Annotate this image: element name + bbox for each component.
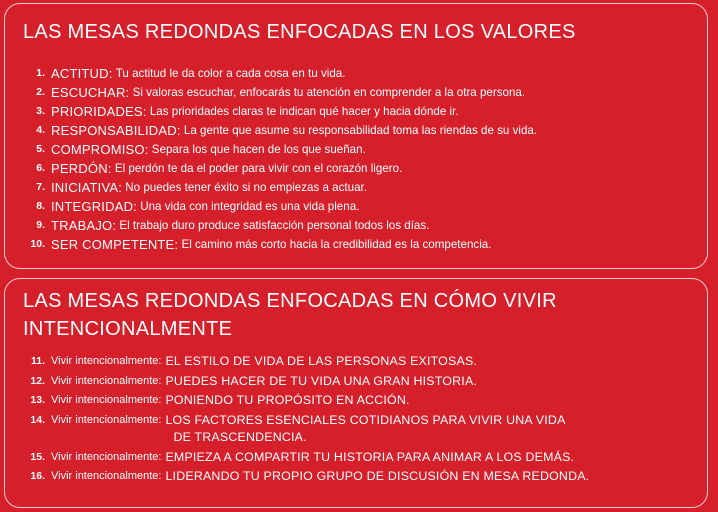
item-number: 16.	[30, 470, 45, 482]
item-number: 13.	[30, 394, 45, 406]
item-text: No puedes tener éxito si no empiezas a actuar.	[125, 181, 367, 194]
item-text: Si valoras escuchar, enfocarás tu atención en comprender a la otra persona.	[132, 86, 526, 99]
item-number: 3.	[36, 105, 45, 117]
item-number: 6.	[36, 162, 45, 174]
item-number: 4.	[36, 124, 45, 136]
intentional-living-panel	[4, 278, 708, 508]
item-text: La gente que asume su responsabilidad toma las riendas de su vida.	[183, 124, 538, 137]
item-key: PERDÓN:	[51, 161, 112, 176]
item-title-line2: DE TRASCENDENCIA.	[173, 430, 307, 444]
list-item	[19, 449, 703, 467]
item-key: INTEGRIDAD:	[51, 199, 137, 214]
list-item	[19, 353, 703, 371]
list-item	[19, 392, 703, 410]
values-list	[19, 64, 699, 254]
item-title	[165, 412, 565, 447]
item-number: 9.	[36, 219, 45, 231]
item-number: 12.	[30, 374, 45, 387]
list-item	[19, 412, 703, 447]
item-prefix: Vivir intencionalmente:	[51, 394, 162, 406]
item-prefix: Vivir intencionalmente:	[51, 413, 162, 426]
values-panel	[4, 3, 708, 269]
item-prefix: Vivir intencionalmente:	[51, 450, 162, 463]
item-number: 10.	[30, 238, 45, 250]
list-item	[19, 235, 699, 254]
item-text: El camino más corto hacia la credibilidad es la competencia.	[181, 238, 492, 251]
intentional-heading	[23, 287, 695, 343]
item-prefix: Vivir intencionalmente:	[51, 355, 162, 367]
intentional-heading-line2: INTENCIONALMENTE	[23, 318, 233, 340]
list-item	[19, 216, 699, 235]
item-text: El perdón te da el poder para vivir con el corazón ligero.	[114, 162, 403, 175]
item-key: TRABAJO:	[51, 218, 117, 233]
item-number: 2.	[36, 86, 45, 98]
item-title: EL ESTILO DE VIDA DE LAS PERSONAS EXITOSAS.	[165, 354, 478, 368]
list-item	[19, 468, 703, 486]
item-number: 11.	[30, 355, 45, 367]
item-key: RESPONSABILIDAD:	[51, 123, 181, 138]
list-item	[19, 83, 699, 102]
item-text: Las prioridades claras te indican qué hacer y hacia dónde ir.	[149, 105, 459, 118]
item-key: PRIORIDADES:	[51, 104, 147, 119]
item-key: ESCUCHAR:	[51, 85, 130, 100]
item-number: 7.	[36, 181, 45, 193]
item-key: SER COMPETENTE:	[51, 237, 179, 252]
item-text: Separa los que hacen de los que sueñan.	[151, 143, 366, 156]
item-key: ACTITUD:	[51, 66, 113, 81]
item-title: EMPIEZA A COMPARTIR TU HISTORIA PARA ANIMAR A LOS DEMÁS.	[165, 449, 575, 464]
item-number: 1.	[36, 67, 45, 79]
item-title: PONIENDO TU PROPÓSITO EN ACCIÓN.	[165, 393, 410, 407]
list-item	[19, 64, 699, 83]
item-prefix: Vivir intencionalmente:	[51, 374, 162, 387]
item-number: 14.	[30, 413, 45, 426]
item-key: COMPROMISO:	[51, 142, 149, 157]
list-item	[19, 102, 699, 121]
item-number: 8.	[36, 200, 45, 212]
item-text: Una vida con integridad es una vida plena.	[140, 200, 360, 213]
item-title: LIDERANDO TU PROPIO GRUPO DE DISCUSIÓN EN MESA REDONDA.	[165, 469, 590, 483]
list-item	[19, 373, 703, 391]
list-item	[19, 178, 699, 197]
values-heading: LAS MESAS REDONDAS ENFOCADAS EN LOS VALORES	[23, 21, 576, 43]
item-number: 15.	[30, 450, 45, 463]
list-item	[19, 140, 699, 159]
list-item	[19, 121, 699, 140]
item-key: INICIATIVA:	[51, 180, 123, 195]
item-number: 5.	[36, 143, 45, 155]
list-item	[19, 197, 699, 216]
item-title-line1: LOS FACTORES ESENCIALES COTIDIANOS PARA VIVIR UNA VIDA	[165, 412, 566, 427]
list-item	[19, 159, 699, 178]
item-text: El trabajo duro produce satisfacción personal todos los días.	[119, 219, 430, 232]
intentional-heading-line1: LAS MESAS REDONDAS ENFOCADAS EN CÓMO VIVIR	[23, 290, 557, 312]
item-title: PUEDES HACER DE TU VIDA UNA GRAN HISTORIA.	[165, 373, 478, 388]
intentional-list	[19, 353, 703, 488]
item-prefix: Vivir intencionalmente:	[51, 470, 162, 482]
item-text: Tu actitud le da color a cada cosa en tu vida.	[115, 67, 346, 80]
